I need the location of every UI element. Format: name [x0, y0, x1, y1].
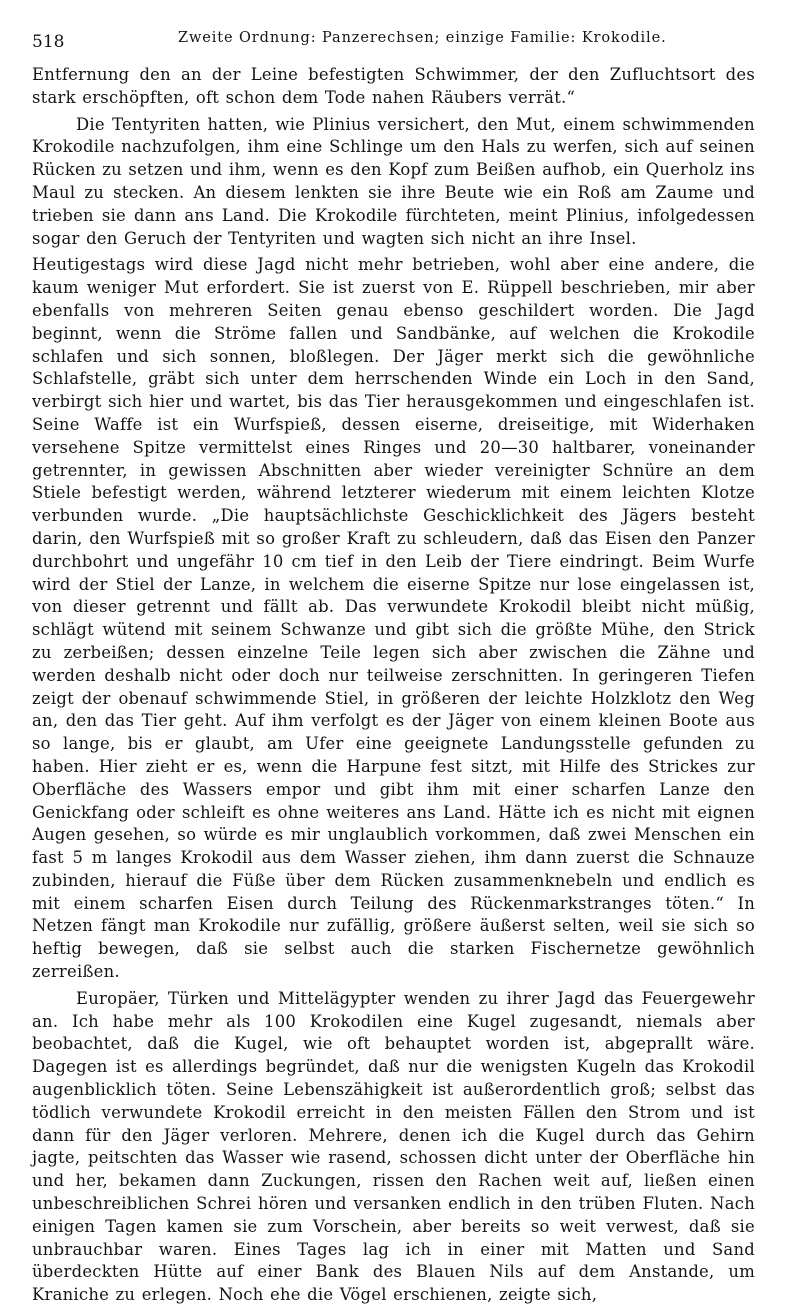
- body-text: [32, 64, 755, 1307]
- paragraph-harpoon-hunt: Heutigestags wird diese Jagd nicht mehr betrieben, wohl aber eine andere, die kaum weniger Mut erfordert. Sie ist zuerst von E. Rüppell beschrieben, mir aber ebenfalls von mehreren Seiten genau ebenso geschildert worden. Die Jagd beginnt, wenn die Ströme fallen und Sandbänke, auf welchen die Krokodile schlafen und sich sonnen, bloßlegen. Der Jäger merkt sich die gewöhnliche Schlafstelle, gräbt sich unter dem herrschenden Winde ein Loch in den Sand, verbirgt sich hier und wartet, bis das Tier herausgekommen und eingeschlafen ist. Seine Waffe ist ein Wurfspieß, dessen eiserne, dreiseitige, mit Widerhaken versehene Spitze vermittelst eines Ringes und 20—30 haltbarer, voneinander getrennter, in gewissen Abschnitten aber wieder vereinigter Schnüre an dem Stiele befestigt werden, während letzterer wiederum mit einem leichten Klotze verbunden wurde. „Die hauptsächlichste Geschicklichkeit des Jägers besteht darin, den Wurfspieß mit so großer Kraft zu schleudern, daß das Eisen den Panzer durchbohrt und ungefähr 10 cm tief in den Leib der Tiere eindringt. Beim Wurfe wird der Stiel der Lanze, in welchem die eiserne Spitze nur lose eingelassen ist, von dieser getrennt und fällt ab. Das verwundete Krokodil bleibt nicht müßig, schlägt wütend mit seinem Schwanze und gibt sich die größte Mühe, den Strick zu zerbeißen; dessen einzelne Teile legen sich aber zwischen die Zähne und werden deshalb nicht oder doch nur teilweise zerschnitten. In geringeren Tiefen zeigt der obenauf schwimmende Stiel, in größeren der leichte Holzklotz den Weg an, den das Tier geht. Auf ihm verfolgt es der Jäger von einem kleinen Boote aus so lange, bis er glaubt, am Ufer eine geeignete Landungsstelle gefunden zu haben. Hier zieht er es, wenn die Harpune fest sitzt, mit Hilfe des Strickes zur Oberfläche des Wassers empor und gibt ihm mit einer scharfen Lanze den Genickfang oder schleift es ohne weiteres ans Land. Hätte ich es nicht mit eignen Augen gesehen, so würde es mir unglaublich vorkommen, daß zwei Menschen ein fast 5 m langes Krokodil aus dem Wasser ziehen, ihm dann zuerst die Schnauze zubinden, hierauf die Füße über dem Rücken zusammenknebeln und endlich es mit einem scharfen Eisen durch Teilung des Rückenmarkstranges töten.“ In Netzen fängt man Krokodile nur zufällig, größere äußerst selten, weil sie sich so heftig bewegen, daß sie selbst auch die starken Fischernetze gewöhnlich zerreißen.: [32, 255, 755, 982]
- paragraph-tentyriten: Die Tentyriten hatten, wie Plinius versichert, den Mut, einem schwimmenden Krokodile nachzufolgen, ihm eine Schlinge um den Hals zu werfen, sich auf seinen Rücken zu setzen und ihm, wenn es den Kopf zum Beißen aufhob, ein Querholz ins Maul zu stecken. An diesem lenkten sie ihre Beute wie ein Roß am Zaume und trieben sie dann ans Land. Die Krokodile fürchteten, meint Plinius, infolgedessen sogar den Geruch der Tentyriten und wagten sich nicht an ihre Insel.: [32, 114, 755, 248]
- paragraph-continuation: Entfernung den an der Leine befestigten Schwimmer, der den Zufluchtsort des stark erschöpften, oft schon dem Tode nahen Räubers verrät.“: [32, 65, 755, 107]
- running-head-title: Zweite Ordnung: Panzerechsen; einzige Familie: Krokodile.: [178, 30, 667, 46]
- paragraph-firearm-hunt: Europäer, Türken und Mittelägypter wenden zu ihrer Jagd das Feuergewehr an. Ich habe mehr als 100 Krokodilen eine Kugel zugesandt, niemals aber beobachtet, daß die Kugel, wie oft behauptet worden ist, abgeprallt wäre. Dagegen ist es allerdings begründet, daß nur die wenigsten Kugeln das Krokodil augenblicklich töten. Seine Lebenszähigkeit ist außerordentlich groß; selbst das tödlich verwundete Krokodil erreicht in den meisten Fällen den Strom und ist dann für den Jäger verloren. Mehrere, denen ich die Kugel durch das Gehirn jagte, peitschten das Wasser wie rasend, schossen dicht unter der Oberfläche hin und her, bekamen dann Zuckungen, rissen den Rachen weit auf, ließen einen unbeschreiblichen Schrei hören und versanken endlich in den trüben Fluten. Nach einigen Tagen kamen sie zum Vorschein, aber bereits so weit verwest, daß sie unbrauchbar waren. Eines Tages lag ich in einer mit Matten und Sand überdeckten Hütte auf einer Bank des Blauen Nils auf dem Anstande, um Kraniche zu erlegen. Noch ehe die Vögel erschienen, zeigte sich,: [32, 988, 755, 1305]
- page-number: 518: [32, 32, 65, 52]
- running-head: [32, 26, 755, 60]
